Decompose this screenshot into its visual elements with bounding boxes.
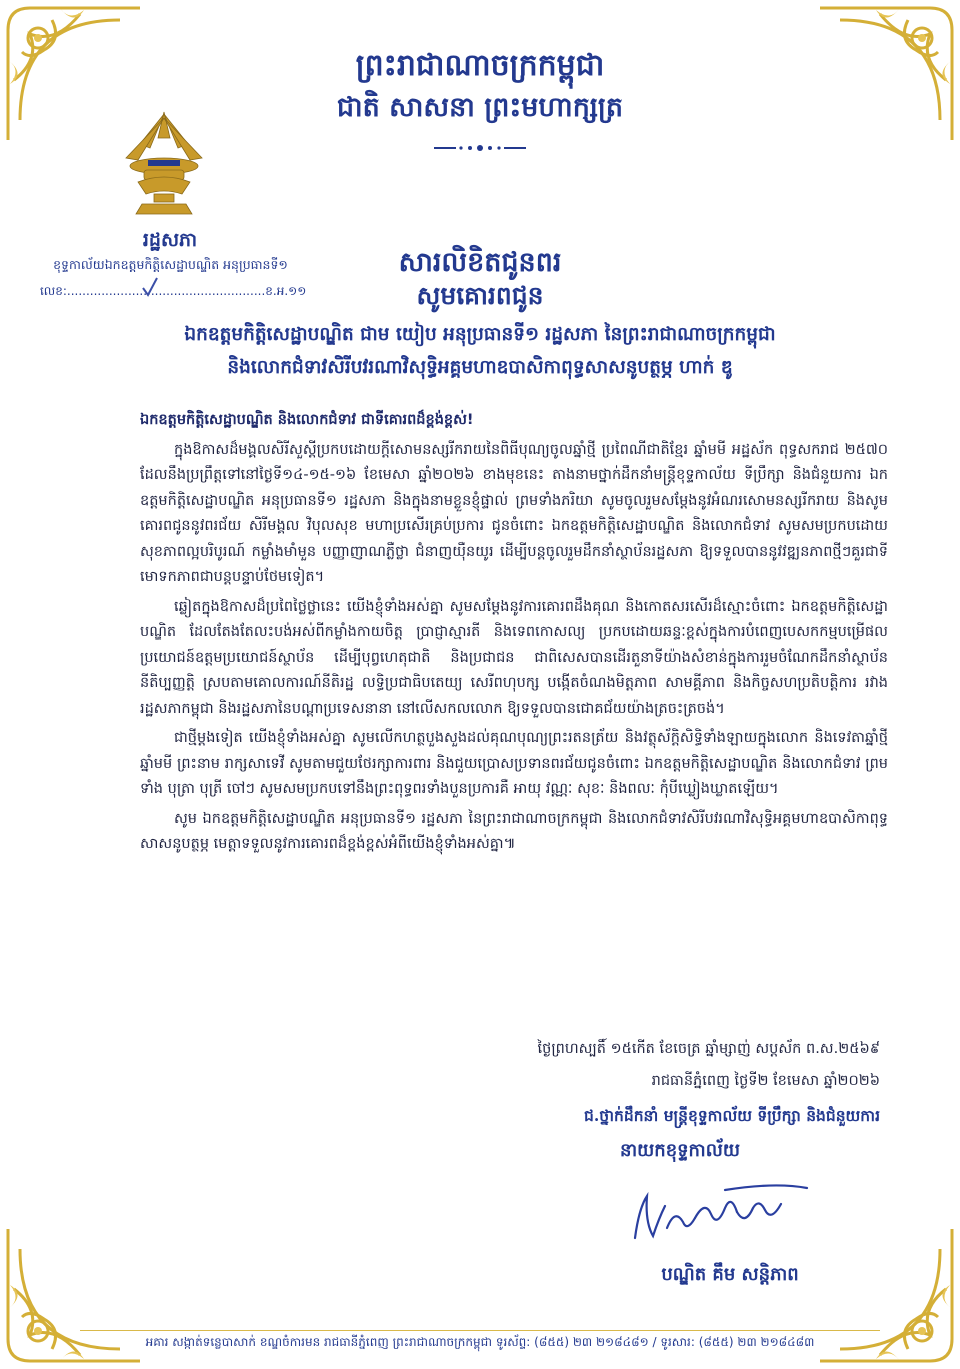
recipient-block <box>72 318 888 384</box>
recipient-line: ឯកឧត្តមកិត្តិសេដ្ឋាបណ្ឌិត ជាម យៀប អនុប្រធានទី១ រដ្ឋសភា នៃព្រះរាជាណាចក្រកម្ពុជា <box>184 324 776 345</box>
parliament-emblem-icon <box>108 108 220 220</box>
letter-subtitle: សូមគោរពជូន <box>416 281 544 310</box>
body-paragraph: ជាថ្មីម្តងទៀត យើងខ្ញុំទាំងអស់គ្នា សូមលើកហត្ថបួងសួងដល់គុណបុណ្យព្រះរតនត្រ័យ និងវត្ថុស័ក្តិសិទ្ធិទាំងឡាយក្នុងលោក និងទេវតាឆ្នាំថ្មី ឆ្នាំមមី ព្រះនាម រាក្សសាទេវី សូមតាមជួយថែរក្សាការពារ និងជួយប្រោសប្រទានពរជ័យជូនចំពោះ ឯកឧត្តមកិត្តិសេដ្ឋាបណ្ឌិត និងលោកជំទាវ ព្រមទាំង បុត្រា បុត្រី ចៅៗ សូមសមប្រកបទៅនឹងព្រះពុទ្ធពរទាំងបួនប្រការគឺ អាយុ វណ្ណៈ សុខៈ និងពលៈ កុំបីឃ្លៀងឃ្លាតឡើយ។ <box>140 730 888 797</box>
signatory-name: បណ្ឌិត គឹម សន្តិភាព <box>661 1264 799 1285</box>
letter-date: រាជធានីភ្នំពេញ ថ្ងៃទី២ ខែមេសា ឆ្នាំ២០២៦ <box>651 1073 880 1089</box>
reference-suffix: ខ.អ.១១ <box>265 284 307 298</box>
greeting: ឯកឧត្តមកិត្តិសេដ្ឋាបណ្ឌិត និងលោកជំទាវ ជាទីគោរពដ៏ខ្ពង់ខ្ពស់! <box>140 412 474 428</box>
body-paragraph: ក្នុងឱកាសដ៏មង្គលសិរីសួស្តីប្រកបដោយក្តីសោមនស្សរីករាយនៃពិធីបុណ្យចូលឆ្នាំថ្មី ប្រពៃណីជាតិខ្មែរ ឆ្នាំមមី អដ្ឋស័ក ពុទ្ធសករាជ ២៥៧០ ដែលនឹងប្រព្រឹត្តទៅនៅថ្ងៃទី១៤-១៥-១៦ ខែមេសា ឆ្នាំ២០២៦ ខាងមុខនេះ តាងនាមថ្នាក់ដឹកនាំមន្ត្រីខុទ្ទកាល័យ ទីប្រឹក្សា និងជំនួយការ ឯកឧត្តមកិត្តិសេដ្ឋាបណ្ឌិត អនុប្រធានទី១ រដ្ឋសភា និងក្នុងនាមខ្លួនខ្ញុំផ្ទាល់ ព្រមទាំងភរិយា សូមចូលរួមសម្តែងនូវអំណរសោមនស្សរីករាយ និងសូមគោរពជូននូវពរជ័យ សិរីមង្គល វិបុលសុខ មហាប្រសើរគ្រប់ប្រការ ជូនចំពោះ ឯកឧត្តមកិត្តិសេដ្ឋាបណ្ឌិត និងលោកជំទាវ សូមសមប្រកបដោយសុខភាពល្អបរិបូរណ៍ កម្លាំងមាំមួន បញ្ញាញាណភ្លឺថ្លា ជំនាញយ៉ឺនយូរ ដើម្បីបន្តចូលរួមដឹកនាំស្ថាប័នរដ្ឋសភា ឱ្យទទួលបាននូវវឌ្ឍនភាពថ្មីៗគួរជាទីមោទកភាពជាបន្តបន្ទាប់ថែមទៀត។ <box>140 441 888 585</box>
signatory-role: ជ.ថ្នាក់ដឹកនាំ មន្ត្រីខុទ្ទកាល័យ ទីប្រឹក្សា និងជំនួយការ <box>584 1106 880 1125</box>
signatory-office: នាយកខុទ្ទកាល័យ <box>620 1140 740 1161</box>
organization-department: ខុទ្ទកាល័យឯកឧត្តមកិត្តិសេដ្ឋាបណ្ឌិត អនុប្រធានទី១ <box>53 257 288 272</box>
national-motto: ជាតិ សាសនា ព្រះមហាក្សត្រ <box>336 92 624 123</box>
reference-dots: .................................................... <box>66 284 266 298</box>
kingdom-title: ព្រះរាជាណាចក្រកម្ពុជា <box>355 48 605 83</box>
footer-divider <box>80 1330 880 1331</box>
letter-body <box>140 408 888 862</box>
organization-name: រដ្ឋសភា <box>142 229 198 251</box>
flourish-divider-icon <box>430 140 530 156</box>
body-paragraph: សូម ឯកឧត្តមកិត្តិសេដ្ឋាបណ្ឌិត អនុប្រធានទី១ រដ្ឋសភា នៃព្រះរាជាណាចក្រកម្ពុជា និងលោកជំទាវសិរីបវរណាវិសុទ្ធិអគ្គមហាឧបាសិកាពុទ្ធសាសនូបត្ថម្ភ មេត្តាទទួលនូវការគោរពដ៏ខ្ពង់ខ្ពស់អំពីយើងខ្ញុំទាំងអស់គ្នា៕ <box>140 810 888 852</box>
handwritten-signature-icon <box>625 1178 815 1248</box>
body-paragraph: ឆ្លៀតក្នុងឱកាសដ៏ប្រពៃថ្លៃថ្លានេះ យើងខ្ញុំទាំងអស់គ្នា សូមសម្តែងនូវការគោរពដឹងគុណ និងកោតសរសើរដ៏ស្មោះចំពោះ ឯកឧត្តមកិត្តិសេដ្ឋាបណ្ឌិត ដែលតែងតែលះបង់អស់ពីកម្លាំងកាយចិត្ត ប្រាជ្ញាស្មារតី និងទេពកោសល្យ ប្រកបដោយឆន្ទៈខ្ពស់ក្នុងការបំពេញបេសកកម្មបម្រើផលប្រយោជន៍ឧត្តមប្រយោជន៍ស្ថាប័ន ដើម្បីបុព្វហេតុជាតិ និងប្រជាជន ជាពិសេសបានដើរតួនាទីយ៉ាងសំខាន់ក្នុងការរួមចំណែកដឹកនាំស្ថាប័ននីតិប្បញ្ញត្តិ ស្របតាមគោលការណ៍នីតិរដ្ឋ លទ្ធិប្រជាធិបតេយ្យ សេរីពហុបក្ស បង្កើតចំណងមិត្តភាព សាមគ្គីភាព និងកិច្ចសហប្រតិបត្តិការ រវាងរដ្ឋសភាកម្ពុជា និងរដ្ឋសភានៃបណ្តាប្រទេសនានា នៅលើសកលលោក ឱ្យទទួលបានជោគជ័យយ៉ាងត្រចះត្រចង់។ <box>140 598 888 717</box>
recipient-line: និងលោកជំទាវសិរីបវរណាវិសុទ្ធិអគ្គមហាឧបាសិកាពុទ្ធសាសនូបត្ថម្ភ ហាក់ ឌូ <box>227 357 733 378</box>
footer-address: អគារ សង្កាត់ទន្លេបាសាក់ ខណ្ឌចំការមន រាជធានីភ្នំពេញ ព្រះរាជាណាចក្រកម្ពុជា ទូរស័ព្ទ: (៨៥៥) ២៣ ២១៨៤៨១ / ទូរសារ: (៨៥៥) ២៣ ២១៨៤៨៣ <box>145 1335 815 1349</box>
reference-label: លេខ: <box>40 284 67 298</box>
letter-title: សារលិខិតជូនពរ <box>398 247 562 278</box>
lunar-date: ថ្ងៃព្រហស្បតិ៍ ១៥កើត ខែចេត្រ ឆ្នាំម្សាញ់ សប្តស័ក ព.ស.២៥៦៩ <box>537 1041 880 1057</box>
